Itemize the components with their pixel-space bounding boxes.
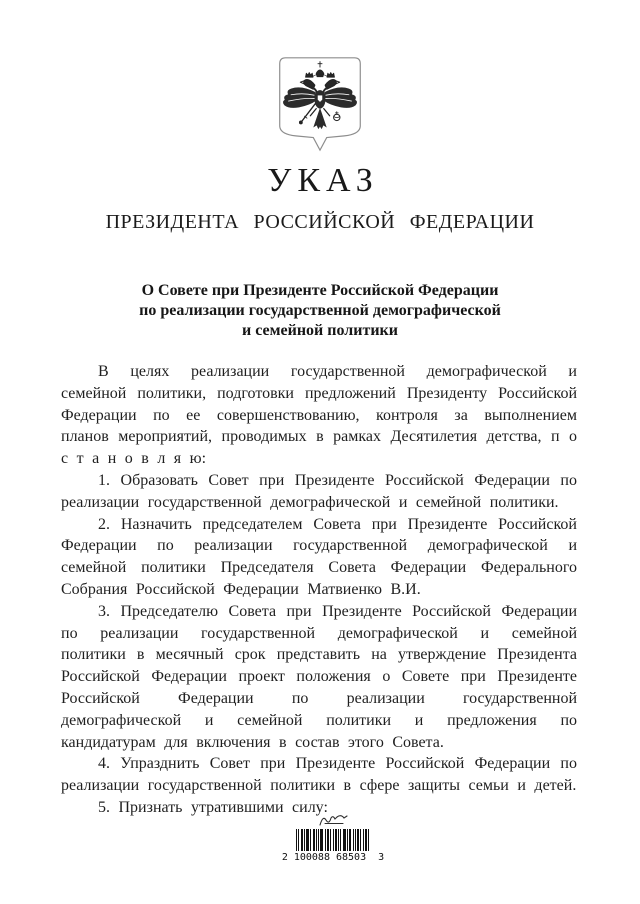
paragraph-item-3: 3. Председателю Совета при Президенте Российской Федерации по реализации государственной демографической и семейной политики в месячный срок представить на утверждение Президента Российской Федерации проект положения о Совете при Президенте Российской Федерации по реализации государственной демографической и семейной политики и предложения по кандидатурам для включения в состав этого Совета. [61, 602, 577, 751]
document-title-line: по реализации государственной демографической [139, 302, 501, 319]
russia-coat-of-arms-icon [278, 57, 362, 156]
document-kind-heading: УКАЗ [267, 162, 379, 199]
paragraph-item-4: 4. Упразднить Совет при Президенте Российской Федерации по реализации государственной политики в сфере защиты семьи и детей. [61, 755, 577, 795]
barcode-block [0, 813, 640, 863]
document-title [0, 281, 640, 341]
barcode-digits: 2 100088 68503 3 [281, 852, 385, 863]
signature-mark-icon [316, 813, 350, 828]
paragraph-item-2: 2. Назначить председателем Совета при Президенте Российской Федерации по реализации государственной демографической и семейной политики Председателя Совета Федерации Федерального Собрания Российской Федерации Матвиенко В.И. [61, 515, 577, 598]
document-body [61, 361, 577, 819]
paragraph-item-1: 1. Образовать Совет при Президенте Российской Федерации по реализации государственной демографической и семейной политики. [61, 471, 577, 511]
barcode-image [296, 829, 370, 851]
paragraph-preamble: В целях реализации государственной демографической и семейной политики, подготовки предложений Президенту Российской Федерации по ее совершенствованию, контроля за выполнением планов мероприятий, проводимых в рамках Десятилетия детства, п о с т а н о в л я ю: [61, 363, 577, 468]
document-title-line: О Совете при Президенте Российской Федерации [141, 282, 499, 299]
document-issuer-heading: ПРЕЗИДЕНТА РОССИЙСКОЙ ФЕДЕРАЦИИ [105, 211, 535, 233]
paragraph-item-5: 5. Признать утратившими силу: [98, 798, 328, 816]
document-title-line: и семейной политики [242, 322, 398, 339]
